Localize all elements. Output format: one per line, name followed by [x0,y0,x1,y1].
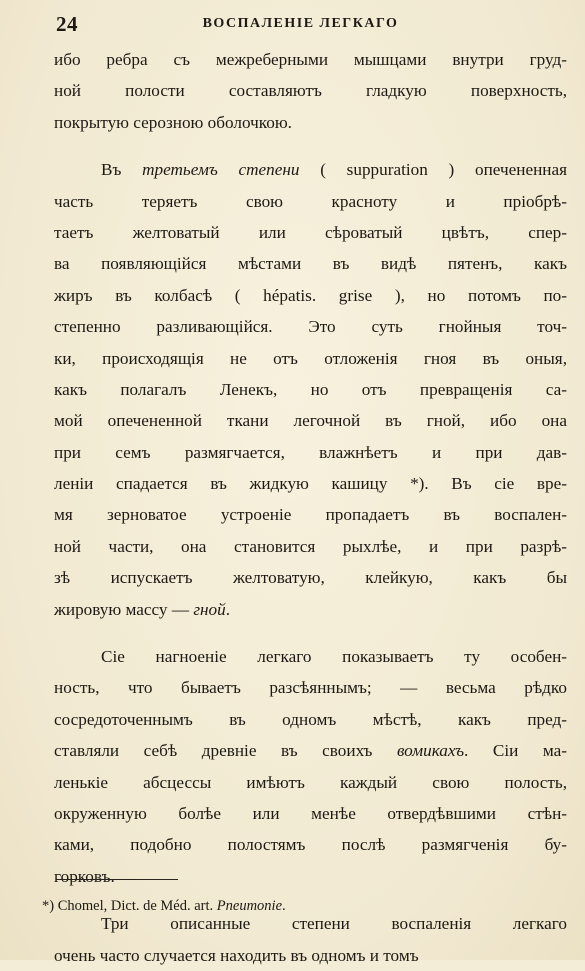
paragraph [54,641,567,892]
text-line [54,217,567,248]
page-number: 24 [56,12,78,36]
text-run: очень часто случается находить въ одномъ и томъ [54,945,419,965]
text-run: ленькіе абсцессы имѣютъ каждый свою полость, [54,772,567,792]
text-line [54,468,567,499]
footnote-italic: Pneumonie [216,898,283,914]
footnote-rule [56,879,178,880]
italic-term: третьемъ степени [142,160,300,180]
text-run: ками, подобно полостямъ послѣ размягченія бу- [54,835,567,855]
page-header [56,12,545,36]
text-run: степенно разливающійся. Это суть гнойныя точ- [54,317,567,337]
text-line [54,154,567,185]
paragraph [54,154,567,625]
text-line [54,107,567,138]
footnote [42,898,286,915]
text-run: ность, что бываетъ разсѣяннымъ; — весьма рѣдко [54,678,567,698]
text-line [54,75,567,106]
text-line [54,343,567,374]
paragraph [54,44,567,138]
italic-term: вомикахъ [396,741,465,761]
text-line [54,311,567,342]
text-line [54,767,567,798]
text-line [54,829,567,860]
text-run: ной полости составляютъ гладкую поверхность, [54,81,567,101]
text-line [54,374,567,405]
text-line [54,437,567,468]
text-run: окруженную болѣе или менѣе отвердѣвшими стѣн- [54,803,567,823]
text-run: часть теряетъ свою красноту и пріобрѣ- [54,191,567,211]
text-run: леніи спадается въ жидкую кашицу *). Въ сіе вре- [54,474,567,494]
running-title: ВОСПАЛЕНІЕ ЛЕГКАГО [202,16,399,31]
paragraph-gap [54,625,567,641]
text-run: . Сіи ма- [464,741,567,761]
footnote-end: . [282,898,286,914]
text-run: жировую массу — [54,599,194,619]
text-run: мой опечененной ткани легочной въ гной, ибо она [54,411,567,431]
text-line [54,861,567,892]
text-run: Сіе нагноеніе легкаго показываетъ ту особен- [101,647,567,667]
text-run: ки, происходящія не отъ отложенія гноя въ оныя, [54,348,567,368]
text-line [54,641,567,672]
text-run: жиръ въ колбасѣ ( hépatis. grise ), но потомъ по- [54,285,567,305]
text-run: ( suppuration ) опечененная [299,160,567,180]
italic-term: гной [193,599,226,619]
text-line [54,594,567,625]
paragraph [54,908,567,971]
text-line [54,940,567,971]
footnote-text: Chomel, Dict. de Méd. art. [54,898,217,914]
text-line [54,405,567,436]
text-line [54,704,567,735]
text-line [54,672,567,703]
text-line [54,499,567,530]
text-run: покрытую серозною оболочкою. [54,112,292,132]
text-run: мя зерноватое устроеніе пропадаетъ въ воспален- [54,505,567,525]
text-line [54,44,567,75]
text-run: таетъ желтоватый или сѣроватый цвѣтъ, спер- [54,222,567,242]
text-line [54,248,567,279]
text-run: Въ [101,160,143,180]
text-run: горковъ. [54,866,115,886]
text-run: сосредоточеннымъ въ одномъ мѣстѣ, какъ пред- [54,709,567,729]
footnote-marker: *) [42,898,55,914]
text-run: Три описанные степени воспаленія легкаго [101,914,567,934]
text-run: ной части, она становится рыхлѣе, и при разрѣ- [54,536,567,556]
text-line [54,735,567,766]
text-line [54,186,567,217]
paragraph-gap [54,138,567,154]
text-run: ва появляющійся мѣстами въ видѣ пятенъ, какъ [54,254,567,274]
text-run: . [225,599,231,619]
text-line [54,798,567,829]
text-line [54,531,567,562]
text-run: какъ полагалъ Ленекъ, но отъ превращенія са- [54,379,567,399]
text-run: при семъ размягчается, влажнѣетъ и при дав- [54,442,567,462]
text-line [54,280,567,311]
text-run: ставляли себѣ древніе въ своихъ [54,741,397,761]
text-run: ибо ребра съ межреберными мышцами внутри груд- [54,50,567,69]
text-line [54,562,567,593]
text-run: зѣ испускаетъ желтоватую, клейкую, какъ бы [54,568,567,588]
body-text [54,44,567,971]
